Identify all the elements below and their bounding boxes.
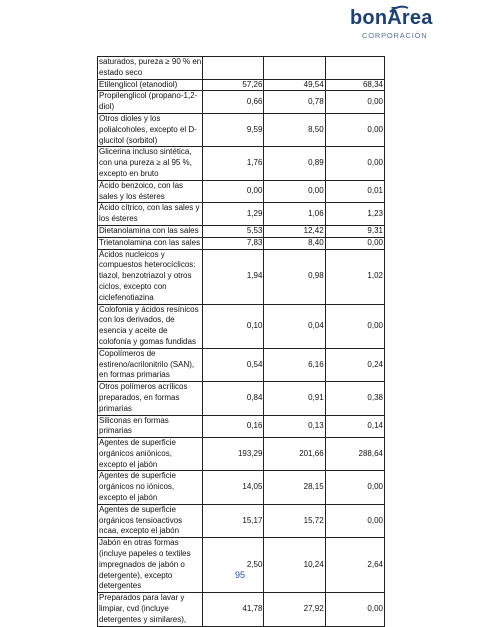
row-value-1-cell: 7,83	[203, 237, 264, 249]
table-row	[98, 304, 385, 348]
row-value-1-cell: 0,84	[203, 382, 264, 415]
row-name-cell: saturados, pureza ≥ 90 % en estado seco	[98, 57, 203, 80]
row-value-1-cell: 0,00	[203, 180, 264, 203]
row-value-3-cell: 0,14	[325, 415, 384, 438]
row-value-3-cell: 0,38	[325, 382, 384, 415]
logo-subtitle: CORPORACIÓN	[362, 31, 428, 40]
row-name-cell: Etilenglicol (etanodiol)	[98, 79, 203, 91]
row-name-cell: Copolímeros de estireno/acrilonitrilo (SAN), en formas primarias	[98, 348, 203, 381]
row-value-2-cell: 12,42	[264, 225, 325, 237]
row-name-cell: Agentes de superficie orgánicos aniónicos, excepto el jabón	[98, 438, 203, 471]
row-name-cell: Glicerina incluso sintética, con una pureza ≥ al 95 %, excepto en bruto	[98, 147, 203, 180]
row-value-1-cell: 14,05	[203, 471, 264, 504]
table-row	[98, 203, 385, 226]
row-value-2-cell	[264, 57, 325, 80]
row-value-2-cell: 27,92	[264, 593, 325, 626]
table-row	[98, 113, 385, 146]
row-value-3-cell: 0,01	[325, 180, 384, 203]
page-number: 95	[234, 570, 245, 580]
table-row	[98, 538, 385, 593]
table-row	[98, 348, 385, 381]
data-table-body	[98, 57, 385, 627]
row-value-1-cell: 41,78	[203, 593, 264, 626]
table-row	[98, 147, 385, 180]
bonarea-logo	[350, 8, 450, 44]
row-value-2-cell: 8,50	[264, 113, 325, 146]
row-value-2-cell: 10,24	[264, 538, 325, 593]
row-value-3-cell: 0,00	[325, 593, 384, 626]
row-value-1-cell: 57,26	[203, 79, 264, 91]
table-row	[98, 237, 385, 249]
table-row	[98, 79, 385, 91]
table-row	[98, 225, 385, 237]
table-row	[98, 504, 385, 537]
row-value-2-cell: 8,40	[264, 237, 325, 249]
data-table	[97, 56, 385, 627]
row-value-3-cell: 0,00	[325, 504, 384, 537]
row-value-1-cell: 193,29	[203, 438, 264, 471]
table-row	[98, 180, 385, 203]
row-value-1-cell: 5,53	[203, 225, 264, 237]
row-value-1-cell: 9,59	[203, 113, 264, 146]
row-value-1-cell: 1,76	[203, 147, 264, 180]
table-row	[98, 382, 385, 415]
row-value-1-cell: 1,29	[203, 203, 264, 226]
row-value-2-cell: 0,13	[264, 415, 325, 438]
row-name-cell: Preparados para lavar y limpiar, cvd (incluye detergentes y similares),	[98, 593, 203, 626]
row-name-cell: Ácido cítrico, con las sales y los ésteres	[98, 203, 203, 226]
logo-wordmark	[350, 8, 433, 28]
row-name-cell: Jabón en otras formas (incluye papeles o textiles impregnados de jabón o detergente), excepto detergentes	[98, 538, 203, 593]
row-name-cell: Agentes de superficie orgánicos no iónicos, excepto el jabón	[98, 471, 203, 504]
row-value-1-cell: 0,16	[203, 415, 264, 438]
table-row	[98, 593, 385, 626]
row-value-1-cell: 2,50	[203, 538, 264, 593]
row-name-cell: Colofonia y ácidos resínicos con los derivados, de esencia y aceite de colofonia y gomas fundidas	[98, 304, 203, 348]
row-value-2-cell: 0,04	[264, 304, 325, 348]
row-value-2-cell: 0,89	[264, 147, 325, 180]
row-name-cell: Dietanolamina con las sales	[98, 225, 203, 237]
row-value-1-cell: 0,54	[203, 348, 264, 381]
table-row	[98, 471, 385, 504]
row-value-1-cell	[203, 57, 264, 80]
row-value-2-cell: 49,54	[264, 79, 325, 91]
row-name-cell: Otros polímeros acrílicos preparados, en formas primarias	[98, 382, 203, 415]
row-value-3-cell: 0,00	[325, 113, 384, 146]
logo-word-left: bon	[350, 7, 388, 29]
row-value-2-cell: 201,66	[264, 438, 325, 471]
row-value-2-cell: 1,06	[264, 203, 325, 226]
row-name-cell: Agentes de superficie orgánicos tensioactivos ncaa, excepto el jabón	[98, 504, 203, 537]
row-value-2-cell: 0,00	[264, 180, 325, 203]
row-name-cell: Trietanolamina con las sales	[98, 237, 203, 249]
logo-word-right: rea	[401, 7, 433, 29]
row-value-3-cell: 0,00	[325, 91, 384, 114]
row-value-2-cell: 0,78	[264, 91, 325, 114]
row-value-1-cell: 0,66	[203, 91, 264, 114]
row-value-3-cell: 1,02	[325, 249, 384, 304]
row-value-3-cell: 68,34	[325, 79, 384, 91]
row-name-cell: Ácido benzoico, con las sales y los ésteres	[98, 180, 203, 203]
logo-word-accent: Ā	[387, 7, 402, 29]
row-name-cell: Ácidos nucleicos y compuestos heterocíclicos: tiazol, benzotriazol y otros ciclos, excepto con ciclefenotiazina	[98, 249, 203, 304]
row-value-3-cell: 0,00	[325, 304, 384, 348]
table-row	[98, 57, 385, 80]
table-row	[98, 91, 385, 114]
row-value-1-cell: 0,10	[203, 304, 264, 348]
row-value-3-cell: 1,23	[325, 203, 384, 226]
row-value-3-cell: 0,00	[325, 471, 384, 504]
row-value-3-cell: 288,64	[325, 438, 384, 471]
row-value-3-cell: 9,31	[325, 225, 384, 237]
table-row	[98, 249, 385, 304]
row-value-2-cell: 0,91	[264, 382, 325, 415]
table-row	[98, 438, 385, 471]
row-value-2-cell: 15,72	[264, 504, 325, 537]
row-value-2-cell: 6,16	[264, 348, 325, 381]
table-row	[98, 415, 385, 438]
row-value-1-cell: 1,94	[203, 249, 264, 304]
row-value-2-cell: 28,15	[264, 471, 325, 504]
row-name-cell: Propilenglicol (propano-1,2-diol)	[98, 91, 203, 114]
row-value-3-cell	[325, 57, 384, 80]
row-name-cell: Otros dioles y los polialcoholes, excepto el D-glucitol (sorbitol)	[98, 113, 203, 146]
row-value-3-cell: 0,00	[325, 237, 384, 249]
row-name-cell: Siliconas en formas primarias	[98, 415, 203, 438]
row-value-3-cell: 0,24	[325, 348, 384, 381]
row-value-2-cell: 0,98	[264, 249, 325, 304]
row-value-3-cell: 0,00	[325, 147, 384, 180]
row-value-3-cell: 2,64	[325, 538, 384, 593]
row-value-1-cell: 15,17	[203, 504, 264, 537]
